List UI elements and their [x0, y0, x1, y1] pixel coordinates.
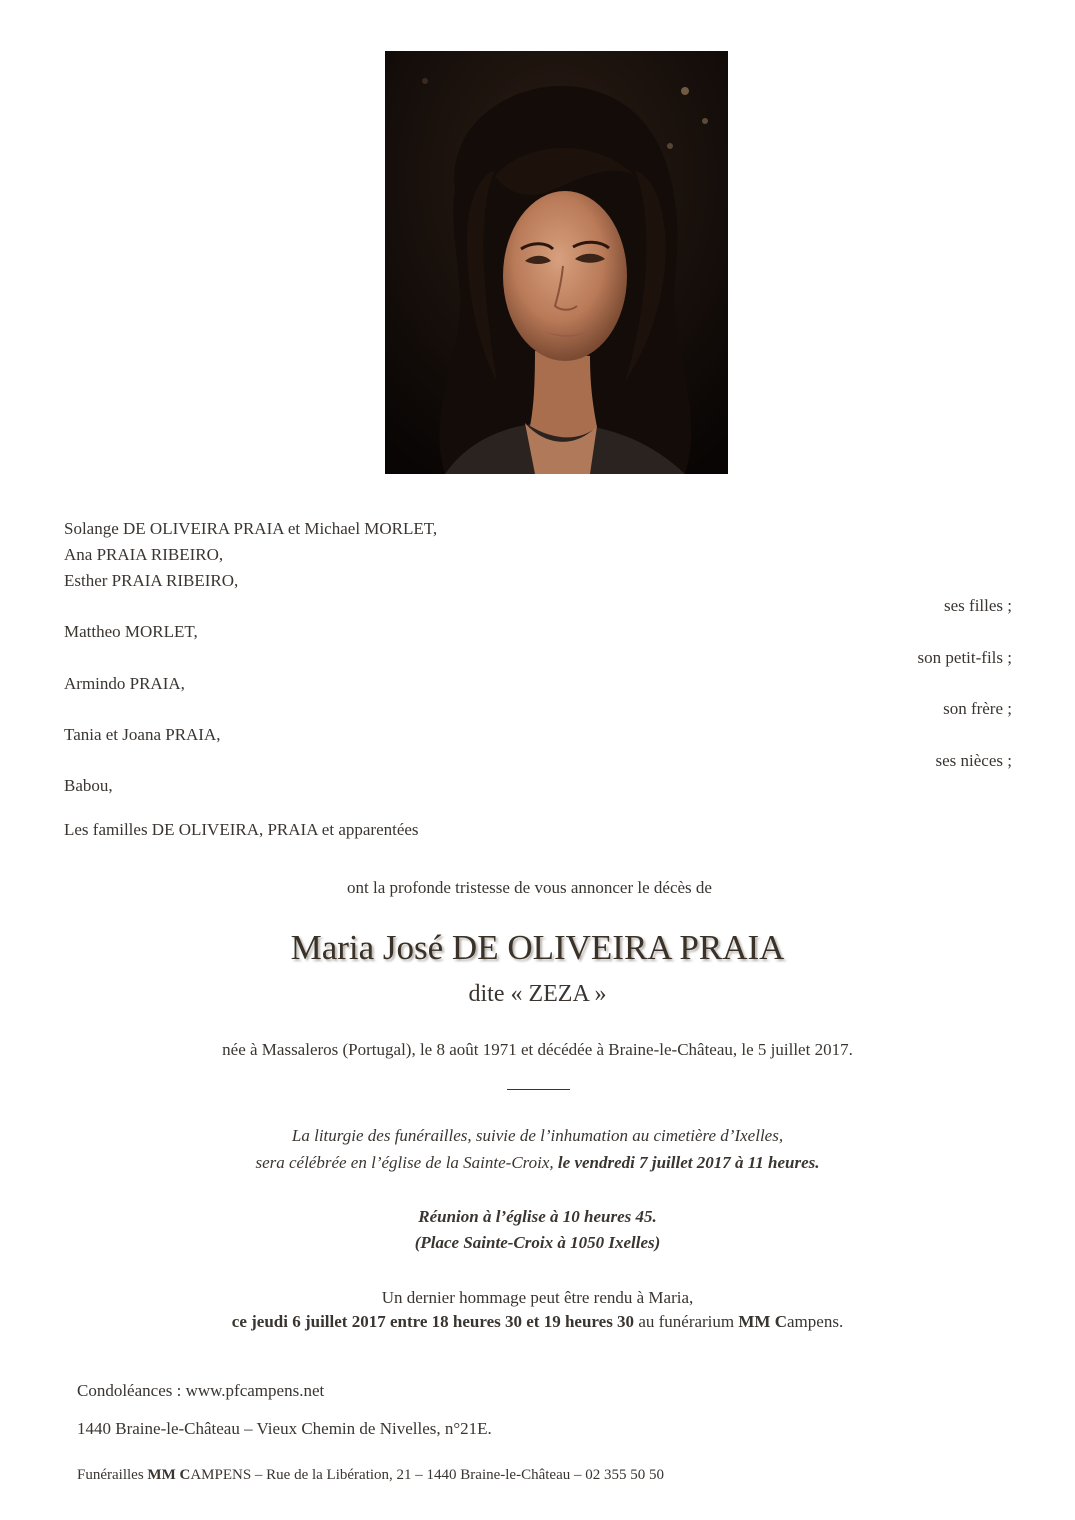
family-member-line: Solange DE OLIVEIRA PRAIA et Michael MORLET, [64, 519, 438, 538]
company-prefix: Funérailles [77, 1467, 148, 1483]
family-member-line: Tania et Joana PRAIA, [64, 725, 221, 744]
deceased-name: Maria José DE OLIVEIRA PRAIA [290, 928, 785, 967]
funeral-line-2 [0, 1152, 1075, 1174]
tribute-date-text: ce jeudi 6 juillet 2017 entre 18 heures 30 et 19 heures 30 [231, 1312, 635, 1331]
company-details: AMPENS – Rue de la Libération, 21 – 1440 Braine-le-Château – 02 355 50 50 [190, 1467, 664, 1483]
tribute-line-1: Un dernier hommage peut être rendu à Maria, [381, 1288, 694, 1307]
tribute-venue-text: au funérarium [634, 1312, 739, 1331]
relation-label: ses nièces ; [935, 751, 1012, 770]
company-line [77, 1465, 664, 1485]
condolences-text: Condoléances : www.pfcampens.net [77, 1381, 325, 1400]
portrait-photo [385, 51, 728, 474]
family-member-line: Armindo PRAIA, [64, 674, 185, 693]
tribute-line-2 [0, 1311, 1075, 1333]
divider [507, 1089, 570, 1090]
tribute-brand-bold: MM C [738, 1312, 788, 1331]
funeral-church-text: sera célébrée en l’église de la Sainte-Croix, [255, 1153, 558, 1172]
company-name-bold: MM C [147, 1467, 191, 1483]
address-text: 1440 Braine-le-Château – Vieux Chemin de Nivelles, n°21E. [77, 1419, 492, 1438]
meeting-place-text: (Place Sainte-Croix à 1050 Ixelles) [414, 1233, 661, 1252]
family-member-line: Mattheo MORLET, [64, 622, 198, 641]
family-member-line: Babou, [64, 776, 113, 795]
funeral-date-text: le vendredi 7 juillet 2017 à 11 heures. [557, 1153, 820, 1172]
meeting-text: Réunion à l’église à 10 heures 45. [418, 1207, 657, 1226]
relation-label: son petit-fils ; [917, 648, 1012, 667]
family-member-line: Les familles DE OLIVEIRA, PRAIA et apparentées [64, 820, 419, 839]
tribute-brand-rest: ampens. [787, 1312, 844, 1331]
announcement-text: ont la profonde tristesse de vous annoncer le décès de [347, 878, 712, 897]
funeral-line-1: La liturgie des funérailles, suivie de l’inhumation au cimetière d’Ixelles, [291, 1126, 784, 1145]
deceased-nickname: dite « ZEZA » [468, 981, 607, 1007]
family-member-line: Ana PRAIA RIBEIRO, [64, 545, 224, 564]
family-member-line: Esther PRAIA RIBEIRO, [64, 571, 239, 590]
relation-label: ses filles ; [944, 596, 1012, 615]
relation-label: son frère ; [943, 699, 1012, 718]
birth-death-text: née à Massaleros (Portugal), le 8 août 1971 et décédée à Braine-le-Château, le 5 juillet 2017. [222, 1040, 853, 1059]
